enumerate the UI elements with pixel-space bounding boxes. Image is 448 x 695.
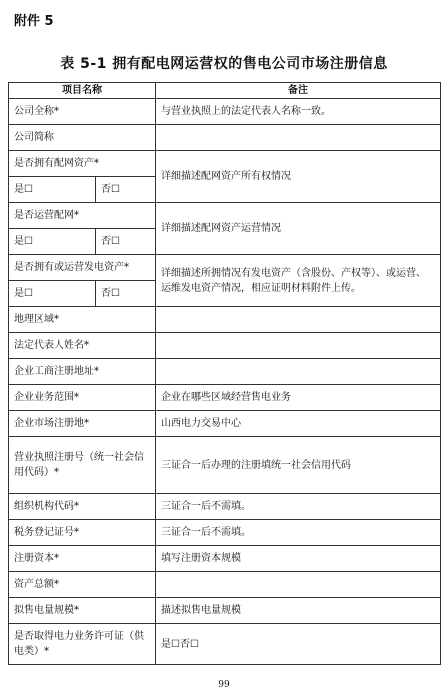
checkbox-yes-operate-grid[interactable]: 是☐ <box>9 229 96 255</box>
table-row <box>9 203 441 229</box>
row-label-market-reg: 企业市场注册地* <box>9 411 156 437</box>
table-row <box>9 307 441 333</box>
row-note-short-name <box>156 125 441 151</box>
row-label-reg-capital: 注册资本* <box>9 546 156 572</box>
row-label-region: 地理区域* <box>9 307 156 333</box>
table-row <box>9 494 441 520</box>
table-row <box>9 99 441 125</box>
row-label-org-code: 组织机构代码* <box>9 494 156 520</box>
row-note-planned-volume: 描述拟售电量规模 <box>156 598 441 624</box>
page-title: 表 5-1 拥有配电网运营权的售电公司市场注册信息 <box>60 56 388 72</box>
row-label-gen-assets: 是否拥有或运营发电资产* <box>9 255 156 281</box>
table-row <box>9 151 441 177</box>
row-note-biz-scope: 企业在哪些区域经营售电业务 <box>156 385 441 411</box>
row-note-full-name: 与营业执照上的法定代表人名称一致。 <box>156 99 441 125</box>
row-note-operate-grid: 详细描述配网资产运营情况 <box>156 203 441 255</box>
row-note-total-assets <box>156 572 441 598</box>
table-row <box>9 598 441 624</box>
registration-table <box>8 82 441 665</box>
table-row <box>9 125 441 151</box>
table-row <box>9 546 441 572</box>
table-row <box>9 359 441 385</box>
checkbox-no-gen-assets[interactable]: 否☐ <box>96 281 156 307</box>
row-note-legal-rep <box>156 333 441 359</box>
table-row <box>9 255 441 281</box>
row-label-power-license: 是否取得电力业务许可证（供电类）* <box>9 624 156 665</box>
table-row <box>9 624 441 665</box>
row-note-market-reg: 山西电力交易中心 <box>156 411 441 437</box>
header-item-name: 项目名称 <box>9 83 156 99</box>
row-label-full-name: 公司全称* <box>9 99 156 125</box>
row-label-short-name: 公司简称 <box>9 125 156 151</box>
table-row <box>9 385 441 411</box>
row-note-own-grid: 详细描述配网资产所有权情况 <box>156 151 441 203</box>
row-label-operate-grid: 是否运营配网* <box>9 203 156 229</box>
row-note-reg-address <box>156 359 441 385</box>
row-label-planned-volume: 拟售电量规模* <box>9 598 156 624</box>
table-row <box>9 520 441 546</box>
table-header-row <box>9 83 441 99</box>
table-row <box>9 437 441 494</box>
checkbox-yes-own-grid[interactable]: 是☐ <box>9 177 96 203</box>
row-note-license-no: 三证合一后办理的注册填统一社会信用代码 <box>156 437 441 494</box>
checkbox-no-own-grid[interactable]: 否☐ <box>96 177 156 203</box>
row-note-org-code: 三证合一后不需填。 <box>156 494 441 520</box>
row-label-legal-rep: 法定代表人姓名* <box>9 333 156 359</box>
row-label-biz-scope: 企业业务范围* <box>9 385 156 411</box>
row-note-reg-capital: 填写注册资本规模 <box>156 546 441 572</box>
checkbox-no-operate-grid[interactable]: 否☐ <box>96 229 156 255</box>
row-label-own-grid: 是否拥有配网资产* <box>9 151 156 177</box>
row-note-region <box>156 307 441 333</box>
row-note-power-license[interactable]: 是☐否☐ <box>156 624 441 665</box>
row-label-total-assets: 资产总额* <box>9 572 156 598</box>
table-row <box>9 333 441 359</box>
row-label-tax-no: 税务登记证号* <box>9 520 156 546</box>
row-note-gen-assets: 详细描述所拥情况有发电资产（含股份、产权等）、或运营、运维发电资产情况，相应证明材料附件上传。 <box>156 255 441 307</box>
header-note: 备注 <box>156 83 441 99</box>
attachment-label: 附件 5 <box>14 14 54 29</box>
checkbox-yes-gen-assets[interactable]: 是☐ <box>9 281 96 307</box>
table-row <box>9 411 441 437</box>
page-number: 99 <box>218 680 230 690</box>
row-label-reg-address: 企业工商注册地址* <box>9 359 156 385</box>
table-row <box>9 572 441 598</box>
row-note-tax-no: 三证合一后不需填。 <box>156 520 441 546</box>
row-label-license-no: 营业执照注册号（统一社会信用代码）* <box>9 437 156 494</box>
